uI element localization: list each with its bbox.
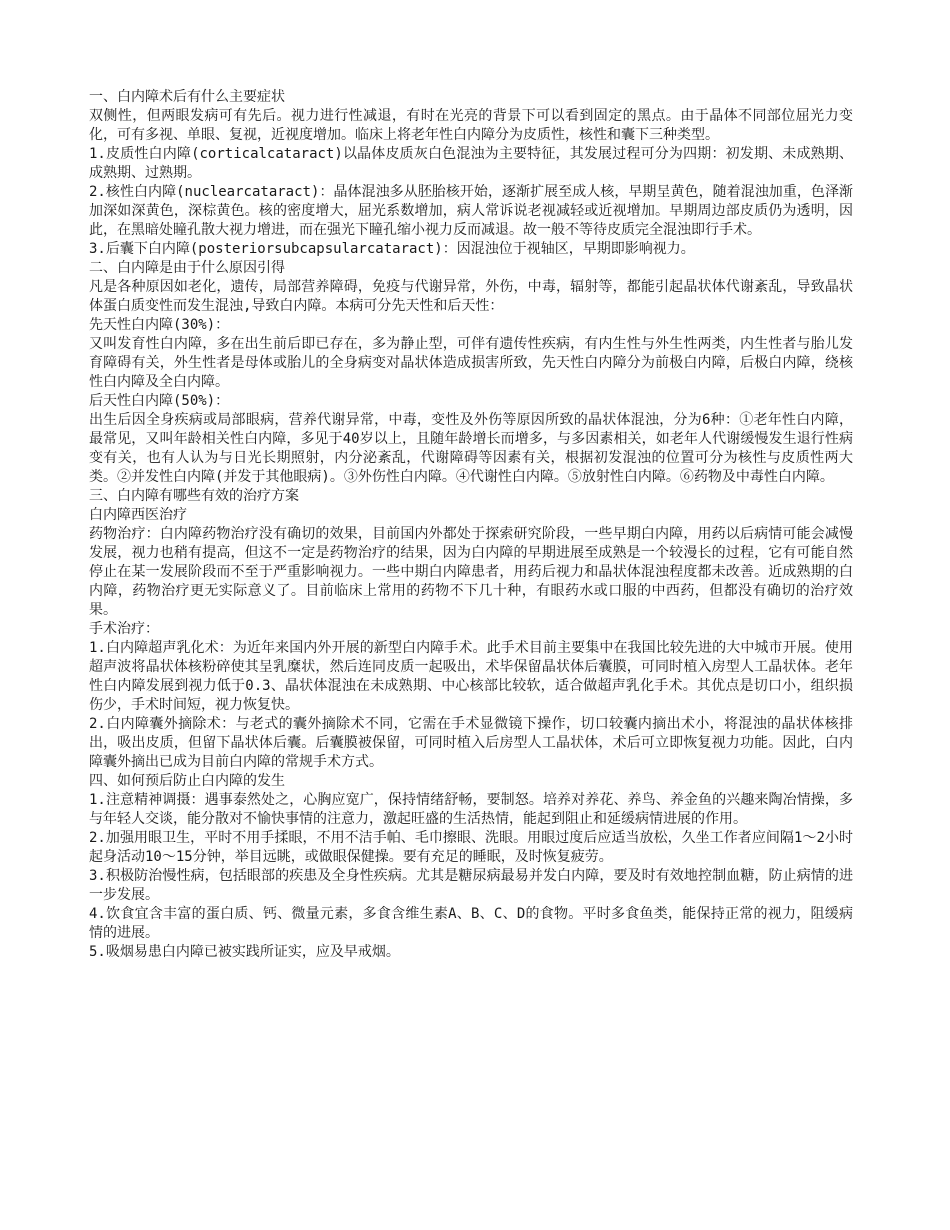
- paragraph: 1.皮质性白内障(corticalcataract)以晶体皮质灰白色混浊为主要特征，其发展过程可分为四期：初发期、未成熟期、成熟期、过熟期。: [89, 146, 853, 181]
- subheading-acquired: 后天性白内障(50%)：: [89, 393, 230, 409]
- paragraph: 2.白内障囊外摘除术：与老式的囊外摘除术不同，它需在手术显微镜下操作，切口较囊内摘出术小，将混浊的晶状体核排出，吸出皮质，但留下晶状体后囊。后囊膜被保留，可同时植入后房型人工晶状体，术后可立即恢复视力功能。因此，白内障囊外摘出已成为目前白内障的常规手术方式。: [89, 716, 853, 770]
- paragraph: 凡是各种原因如老化，遗传，局部营养障碍，免疫与代谢异常，外伤，中毒，辐射等，都能引起晶状体代谢紊乱，导致晶状体蛋白质变性而发生混浊,导致白内障。本病可分先天性和后天性：: [89, 279, 853, 314]
- paragraph: 2.加强用眼卫生，平时不用手揉眼，不用不洁手帕、毛巾擦眼、洗眼。用眼过度后应适当放松，久坐工作者应间隔1～2小时起身活动10～15分钟，举目远眺，或做眼保健操。要有充足的睡眠，及时恢复疲劳。: [89, 830, 853, 865]
- paragraph: 3.后囊下白内障(posteriorsubcapsularcataract)：因混浊位于视轴区，早期即影响视力。: [89, 241, 695, 257]
- paragraph: 5.吸烟易患白内障已被实践所证实，应及早戒烟。: [89, 944, 400, 960]
- section-heading-prevention: 四、如何预后防止白内障的发生: [89, 773, 285, 789]
- paragraph: 3.积极防治慢性病，包括眼部的疾患及全身性疾病。尤其是糖尿病最易并发白内障，要及时有效地控制血糖，防止病情的进一步发展。: [89, 868, 853, 903]
- subheading-congenital: 先天性白内障(30%)：: [89, 317, 230, 333]
- paragraph: 2.核性白内障(nuclearcataract)：晶体混浊多从胚胎核开始，逐渐扩展至成人核，早期呈黄色，随着混浊加重，色泽渐加深如深黄色，深棕黄色。核的密度增大，屈光系数增加，病人常诉说老视减轻或近视增加。早期周边部皮质仍为透明，因此，在黑暗处瞳孔散大视力增进，而在强光下瞳孔缩小视力反而减退。故一般不等待皮质完全混浊即行手术。: [89, 184, 853, 238]
- paragraph: 1.注意精神调摄：遇事泰然处之，心胸应宽广，保持情绪舒畅，要制怒。培养对养花、养鸟、养金鱼的兴趣来陶冶情操，多与年轻人交谈，能分散对不愉快事情的注意力，激起旺盛的生活热情，能起到阻止和延缓病情进展的作用。: [89, 792, 853, 827]
- paragraph: 4.饮食宜含丰富的蛋白质、钙、微量元素，多食含维生素A、B、C、D的食物。平时多食鱼类，能保持正常的视力，阻缓病情的进展。: [89, 906, 853, 941]
- subheading-surgery: 手术治疗：: [89, 621, 159, 637]
- section-heading-treatment: 三、白内障有哪些有效的治疗方案: [89, 488, 299, 504]
- paragraph: 出生后因全身疾病或局部眼病，营养代谢异常，中毒，变性及外伤等原因所致的晶状体混浊，分为6种：①老年性白内障，最常见，又叫年龄相关性白内障，多见于40岁以上，且随年龄增长而增多，与多因素相关，如老年人代谢缓慢发生退行性病变有关，也有人认为与日光长期照射，内分泌紊乱，代谢障碍等因素有关，根据初发混浊的位置可分为核性与皮质性两大类。②并发性白内障(并发于其他眼病)。③外伤性白内障。④代谢性白内障。⑤放射性白内障。⑥药物及中毒性白内障。: [89, 412, 853, 485]
- paragraph: 药物治疗：白内障药物治疗没有确切的效果，目前国内外都处于探索研究阶段，一些早期白内障，用药以后病情可能会减慢发展，视力也稍有提高，但这不一定是药物治疗的结果，因为白内障的早期进展至成熟是一个较漫长的过程，它有可能自然停止在某一发展阶段而不至于严重影响视力。一些中期白内障患者，用药后视力和晶状体混浊程度都未改善。近成熟期的白内障，药物治疗更无实际意义了。目前临床上常用的药物不下几十种，有眼药水或口服的中西药，但都没有确切的治疗效果。: [89, 526, 853, 618]
- subheading-western-medicine: 白内障西医治疗: [89, 507, 187, 523]
- paragraph: 1.白内障超声乳化术：为近年来国内外开展的新型白内障手术。此手术目前主要集中在我国比较先进的大中城市开展。使用超声波将晶状体核粉碎使其呈乳糜状，然后连同皮质一起吸出，术毕保留晶状体后囊膜，可同时植入房型人工晶状体。老年性白内障发展到视力低于0.3、晶状体混浊在未成熟期、中心核部比较软，适合做超声乳化手术。其优点是切口小，组织损伤少，手术时间短，视力恢复快。: [89, 640, 853, 713]
- section-heading-causes: 二、白内障是由于什么原因引得: [89, 260, 285, 276]
- paragraph: 又叫发育性白内障，多在出生前后即已存在，多为静止型，可伴有遗传性疾病，有内生性与外生性两类，内生性者与胎儿发育障碍有关，外生性者是母体或胎儿的全身病变对晶状体造成损害所致，先天性白内障分为前极白内障，后极白内障，绕核性白内障及全白内障。: [89, 336, 853, 390]
- paragraph: 双侧性，但两眼发病可有先后。视力进行性减退，有时在光亮的背景下可以看到固定的黑点。由于晶体不同部位屈光力变化，可有多视、单眼、复视，近视度增加。临床上将老年性白内障分为皮质性，核性和囊下三种类型。: [89, 108, 853, 143]
- section-heading-symptoms: 一、白内障术后有什么主要症状: [89, 89, 285, 105]
- document-body: [89, 88, 853, 962]
